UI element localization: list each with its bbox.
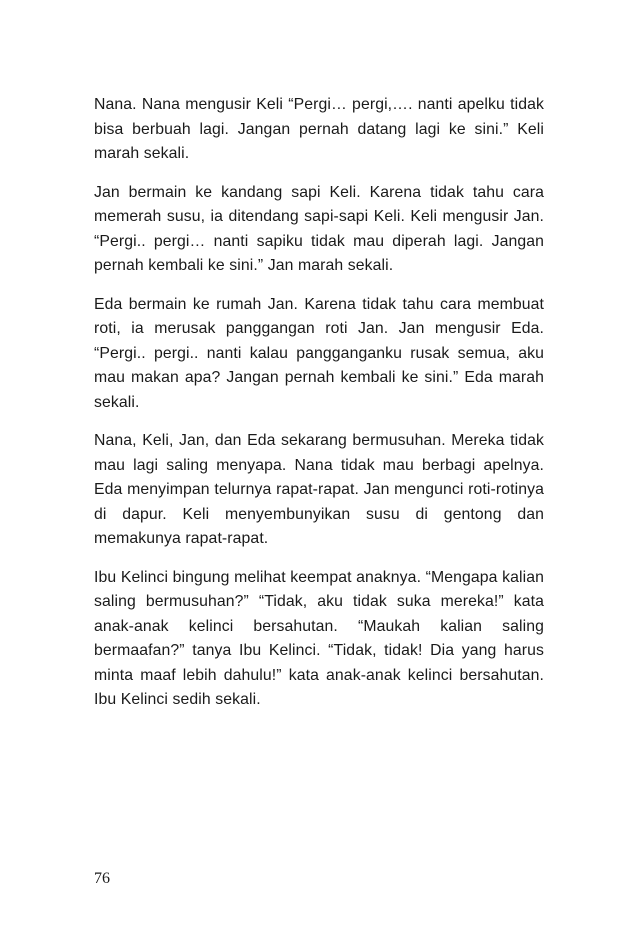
paragraph-4: Nana, Keli, Jan, dan Eda sekarang bermusuhan. Mereka tidak mau lagi saling menyapa. Nana tidak mau berbagi apelnya. Eda menyimpan telurnya rapat-rapat. Jan mengunci roti-rotinya di dapur. Keli menyembunyikan susu di gentong dan memakunya rapat-rapat. bbox=[94, 432, 544, 547]
paragraph-1: Nana. Nana mengusir Keli “Pergi… pergi,…. nanti apelku tidak bisa berbuah lagi. Jangan pernah datang lagi ke sini.” Keli marah sekali. bbox=[94, 96, 544, 162]
page-number: 76 bbox=[94, 870, 110, 887]
paragraph-5: Ibu Kelinci bingung melihat keempat anaknya. “Mengapa kalian saling bermusuhan?” “Tidak, aku tidak suka mereka!” kata anak-anak kelinci bersahutan. “Maukah kalian saling bermaafan?” tanya Ibu Kelinci. “Tidak, tidak! Dia yang harus minta maaf lebih dahulu!” kata anak-anak kelinci bersahutan. Ibu Kelinci sedih sekali. bbox=[94, 568, 544, 708]
paragraph-3: Eda bermain ke rumah Jan. Karena tidak tahu cara membuat roti, ia merusak panggangan roti Jan. Jan mengusir Eda. “Pergi.. pergi.. nanti kalau pangganganku rusak semua, aku mau makan apa? Jangan pernah kembali ke sini.” Eda marah sekali. bbox=[94, 295, 544, 411]
page-body bbox=[94, 93, 544, 727]
paragraph-2: Jan bermain ke kandang sapi Keli. Karena tidak tahu cara memerah susu, ia ditendang sapi-sapi Keli. Keli mengusir Jan. “Pergi.. pergi… nanti sapiku tidak mau diperah lagi. Jangan pernah kembali ke sini.” Jan marah sekali. bbox=[94, 183, 544, 274]
